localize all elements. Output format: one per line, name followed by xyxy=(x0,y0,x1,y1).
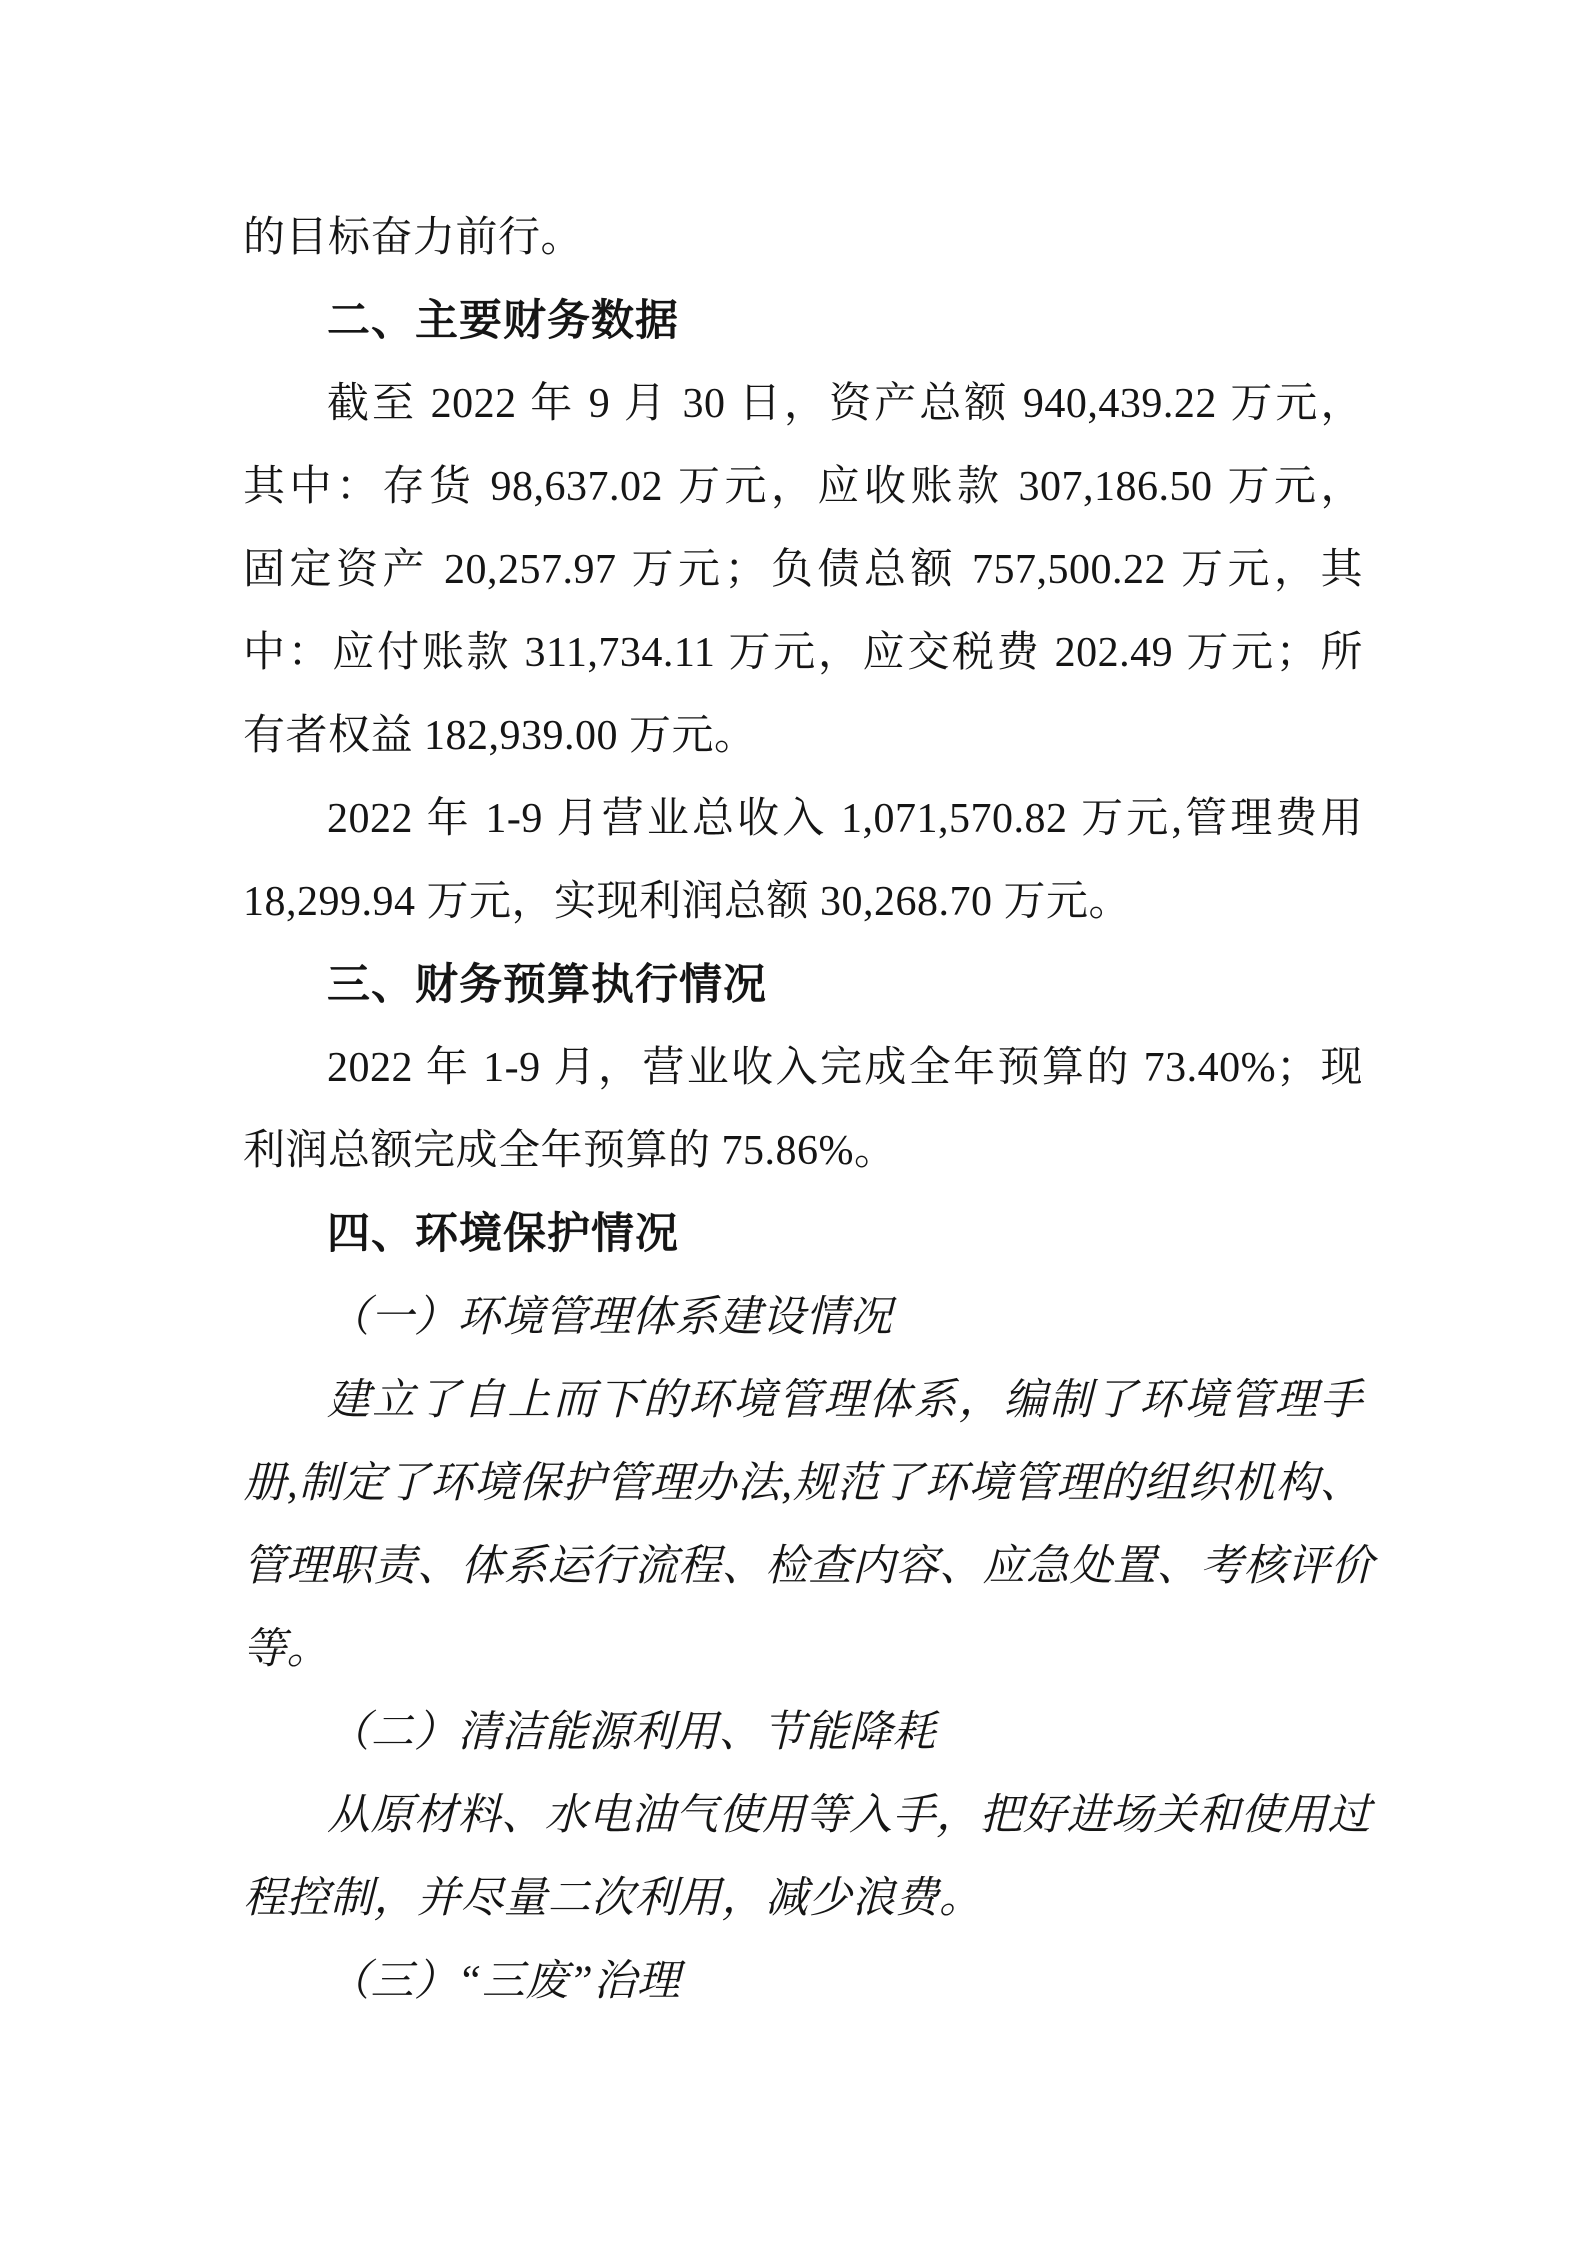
paragraph-line: 利润总额完成全年预算的 75.86%。 xyxy=(243,1128,897,1174)
paragraph-line: 固定资产 20,257.97 万元；负债总额 757,500.22 万元，其 xyxy=(243,547,1363,593)
paragraph-line: 2022 年 1-9 月，营业收入完成全年预算的 73.40%；现 xyxy=(327,1045,1363,1091)
section-heading-2: 二、主要财务数据 xyxy=(327,297,679,345)
subsection-heading-1: （一）环境管理体系建设情况 xyxy=(327,1294,893,1341)
paragraph-line: 的目标奋力前行。 xyxy=(243,215,584,261)
paragraph-line: 18,299.94 万元，实现利润总额 30,268.70 万元。 xyxy=(243,879,1132,925)
paragraph-line: 管理职责、体系运行流程、检查内容、应急处置、考核评价 xyxy=(243,1543,1374,1590)
paragraph-line: 册,制定了环境保护管理办法,规范了环境管理的组织机构、 xyxy=(243,1460,1363,1507)
paragraph-line: 程控制，并尽量二次利用，减少浪费。 xyxy=(243,1875,983,1922)
text-block xyxy=(243,197,1374,2023)
paragraph-line: 建立了自上而下的环境管理体系，编制了环境管理手 xyxy=(327,1377,1363,1424)
paragraph-line: 2022 年 1-9 月营业总收入 1,071,570.82 万元,管理费用 xyxy=(327,796,1363,842)
paragraph-line: 中：应付账款 311,734.11 万元，应交税费 202.49 万元；所 xyxy=(243,630,1363,676)
paragraph-line: 其中：存货 98,637.02 万元，应收账款 307,186.50 万元， xyxy=(243,464,1363,510)
paragraph-line: 从原材料、水电油气使用等入手，把好进场关和使用过 xyxy=(327,1792,1371,1839)
section-heading-3: 三、财务预算执行情况 xyxy=(327,961,767,1009)
subsection-heading-3: （三）“三废”治理 xyxy=(327,1958,681,2005)
paragraph-line: 有者权益 182,939.00 万元。 xyxy=(243,713,757,759)
subsection-heading-2: （二）清洁能源利用、节能降耗 xyxy=(327,1709,936,1756)
paragraph-line: 截至 2022 年 9 月 30 日，资产总额 940,439.22 万元， xyxy=(327,381,1363,427)
paragraph-line: 等。 xyxy=(243,1626,330,1673)
section-heading-4: 四、环境保护情况 xyxy=(327,1210,679,1258)
